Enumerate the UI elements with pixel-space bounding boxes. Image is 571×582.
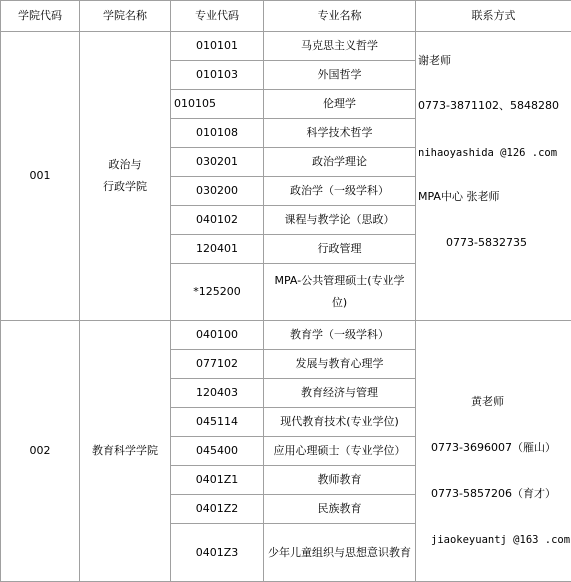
contact-line: 0773-3696007（雁山）: [431, 441, 556, 454]
major-code-text: 120403: [196, 386, 238, 399]
major-name: 应用心理硕士（专业学位）: [263, 436, 416, 466]
contact-line: 0773-3871102、5848280: [418, 99, 559, 112]
major-code: [170, 118, 264, 148]
major-code: [170, 436, 264, 466]
major-code-text: 040100: [196, 328, 238, 341]
header-cell: 专业代码: [170, 0, 264, 32]
major-code: [170, 89, 264, 119]
major-name: 政治学理论: [263, 147, 416, 177]
major-code-text: 040102: [196, 213, 238, 226]
major-code: [170, 234, 264, 264]
major-code: [170, 31, 264, 61]
major-name: MPA-公共管理硕士(专业学位): [263, 263, 416, 321]
major-code-text: 010108: [196, 126, 238, 139]
major-name: 教师教育: [263, 465, 416, 495]
major-code-text: 010101: [196, 39, 238, 52]
major-name: 少年儿童组织与思想意识教育: [263, 523, 416, 582]
college-name: [79, 320, 171, 582]
major-code: [170, 263, 264, 321]
contact-line: 谢老师: [418, 54, 451, 67]
contact-line: 0773-5857206（育才）: [431, 487, 556, 500]
major-name: 民族教育: [263, 494, 416, 524]
major-code-text: 077102: [196, 357, 238, 370]
major-code-text: *125200: [193, 285, 241, 298]
major-name: 教育学（一级学科）: [263, 320, 416, 350]
major-code: [170, 494, 264, 524]
major-name: 教育经济与管理: [263, 378, 416, 408]
header-cell: 联系方式: [415, 0, 571, 32]
major-code: [170, 523, 264, 582]
major-name: 外国哲学: [263, 60, 416, 90]
college-name-line: 政治与: [108, 158, 142, 171]
contact-info: [415, 320, 571, 582]
major-code-text: 0401Z2: [195, 502, 239, 515]
major-name: 发展与教育心理学: [263, 349, 416, 379]
major-name: 政治学（一级学科）: [263, 176, 416, 206]
major-code-text: 120401: [196, 242, 238, 255]
major-code-text: 030200: [196, 184, 238, 197]
major-code-text: 045400: [196, 444, 238, 457]
contact-info: [415, 31, 571, 321]
contact-line: MPA中心 张老师: [418, 190, 500, 203]
college-code: 002: [0, 320, 80, 582]
major-code: [170, 205, 264, 235]
major-code: [170, 378, 264, 408]
contact-line: jiaokeyuantj @163 .com: [431, 534, 571, 546]
header-cell: 专业名称: [263, 0, 416, 32]
header-cell: 学院代码: [0, 0, 80, 32]
major-code-text: 0401Z3: [195, 545, 239, 559]
college-name-line: 行政学院: [103, 180, 147, 193]
major-name: 马克思主义哲学: [263, 31, 416, 61]
major-name: 科学技术哲学: [263, 118, 416, 148]
header-cell: 学院名称: [79, 0, 171, 32]
major-code: [170, 407, 264, 437]
contact-line: 0773-5832735: [446, 236, 527, 249]
college-code: 001: [0, 31, 80, 321]
major-code: [170, 320, 264, 350]
major-code: [170, 465, 264, 495]
major-name: 现代教育技术(专业学位): [263, 407, 416, 437]
major-code-text: 010105: [174, 97, 216, 110]
major-code: [170, 147, 264, 177]
major-code: [170, 60, 264, 90]
major-code: [170, 349, 264, 379]
college-name-line: 教育科学学院: [92, 444, 158, 457]
major-name: 伦理学: [263, 89, 416, 119]
major-code: [170, 176, 264, 206]
college-name: [79, 31, 171, 321]
major-code-text: 0401Z1: [195, 473, 239, 486]
major-code-text: 030201: [196, 155, 238, 168]
major-name: 行政管理: [263, 234, 416, 264]
contact-line: nihaoyashida @126 .com: [418, 147, 558, 159]
major-code-text: 045114: [196, 415, 238, 428]
contact-line: 黄老师: [471, 395, 504, 408]
major-name: 课程与教学论（思政）: [263, 205, 416, 235]
major-code-text: 010103: [196, 68, 238, 81]
